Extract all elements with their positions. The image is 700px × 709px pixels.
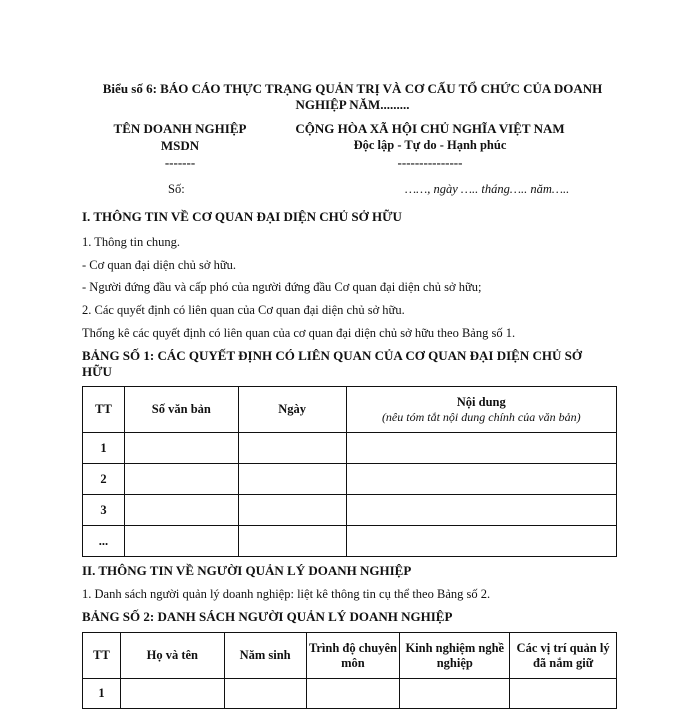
section1-heading: I. THÔNG TIN VỀ CƠ QUAN ĐẠI DIỆN CHỦ SỞ HỮU xyxy=(82,209,402,224)
section2-line1: 1. Danh sách người quản lý doanh nghiệp: liệt kê thông tin cụ thể theo Bảng số 2. xyxy=(82,587,491,601)
table-cell xyxy=(400,679,510,709)
table2-header-qualification: Trình độ chuyên môn xyxy=(306,633,400,679)
table2-header-positions: Các vị trí quản lý đã nắm giữ xyxy=(510,633,617,679)
table-cell xyxy=(124,464,238,495)
table-cell xyxy=(346,495,616,526)
table-row xyxy=(83,526,617,557)
company-divider: ------- xyxy=(164,155,196,170)
table-row xyxy=(83,679,617,709)
form-title-line2: NGHIỆP NĂM......... xyxy=(295,97,410,112)
table1-title-line2: HỮU xyxy=(82,364,112,379)
national-title: CỘNG HÒA XÃ HỘI CHỦ NGHĨA VIỆT NAM xyxy=(295,121,565,136)
table2 xyxy=(82,632,617,709)
document-number-label: Số: xyxy=(168,182,185,196)
table-cell xyxy=(124,433,238,464)
table-cell xyxy=(238,495,346,526)
table1-title-line1: BẢNG SỐ 1: CÁC QUYẾT ĐỊNH CÓ LIÊN QUAN CỦA CƠ QUAN ĐẠI DIỆN CHỦ SỞ xyxy=(82,348,582,363)
table1-title xyxy=(82,348,622,380)
table-cell xyxy=(238,464,346,495)
table1-header-content xyxy=(346,387,616,433)
national-divider: --------------- xyxy=(397,155,463,170)
table1-header-content-label: Nội dung xyxy=(456,394,506,409)
table-cell xyxy=(238,433,346,464)
company-name-label: TÊN DOANH NGHIỆP xyxy=(113,121,247,136)
table1-header-date: Ngày xyxy=(238,387,346,433)
table-cell xyxy=(346,526,616,557)
table2-header-tt: TT xyxy=(83,633,121,679)
form-title-line1: Biểu số 6: BÁO CÁO THỰC TRẠNG QUẢN TRỊ VÀ CƠ CẤU TỔ CHỨC CỦA DOANH xyxy=(102,81,603,96)
table2-header-name: Họ và tên xyxy=(120,633,224,679)
table-cell xyxy=(346,464,616,495)
table-cell xyxy=(124,526,238,557)
table-cell xyxy=(510,679,617,709)
table2-header-birth-year: Năm sinh xyxy=(224,633,306,679)
table1-row-number: 1 xyxy=(83,433,125,464)
table-cell xyxy=(224,679,306,709)
table2-header-row xyxy=(83,633,617,679)
table-row xyxy=(83,495,617,526)
table-row xyxy=(83,433,617,464)
table1-header-doc-number: Số văn bản xyxy=(124,387,238,433)
company-header xyxy=(90,120,270,171)
table1 xyxy=(82,386,617,557)
table-cell xyxy=(238,526,346,557)
document-date: ……, ngày ….. tháng….. năm….. xyxy=(405,182,570,196)
national-motto: Độc lập - Tự do - Hạnh phúc xyxy=(353,138,507,152)
table2-header-experience: Kinh nghiệm nghề nghiệp xyxy=(400,633,510,679)
table-cell xyxy=(306,679,400,709)
table1-row-number: 2 xyxy=(83,464,125,495)
section2-heading: II. THÔNG TIN VỀ NGƯỜI QUẢN LÝ DOANH NGHIỆP xyxy=(82,563,412,578)
national-header xyxy=(275,120,585,171)
table-row xyxy=(83,464,617,495)
form-title xyxy=(80,81,625,113)
section1-line3: - Người đứng đầu và cấp phó của người đứng đầu Cơ quan đại diện chủ sở hữu; xyxy=(82,280,482,294)
table1-header-tt: TT xyxy=(83,387,125,433)
company-id-label: MSDN xyxy=(160,138,200,153)
table-cell xyxy=(124,495,238,526)
table-cell xyxy=(120,679,224,709)
table1-row-number: ... xyxy=(83,526,125,557)
section1-line2: - Cơ quan đại diện chủ sở hữu. xyxy=(82,258,236,272)
table-cell xyxy=(346,433,616,464)
table2-row-number: 1 xyxy=(83,679,121,709)
section1-line5: Thống kê các quyết định có liên quan của cơ quan đại diện chủ sở hữu theo Bảng số 1. xyxy=(82,326,516,340)
table1-header-row xyxy=(83,387,617,433)
table1-row-number: 3 xyxy=(83,495,125,526)
section1-line4: 2. Các quyết định có liên quan của Cơ quan đại diện chủ sở hữu. xyxy=(82,303,405,317)
table2-title: BẢNG SỐ 2: DANH SÁCH NGƯỜI QUẢN LÝ DOANH NGHIỆP xyxy=(82,609,453,624)
table1-header-content-note: (nêu tóm tắt nội dung chính của văn bản) xyxy=(381,409,581,424)
section1-line1: 1. Thông tin chung. xyxy=(82,235,181,249)
